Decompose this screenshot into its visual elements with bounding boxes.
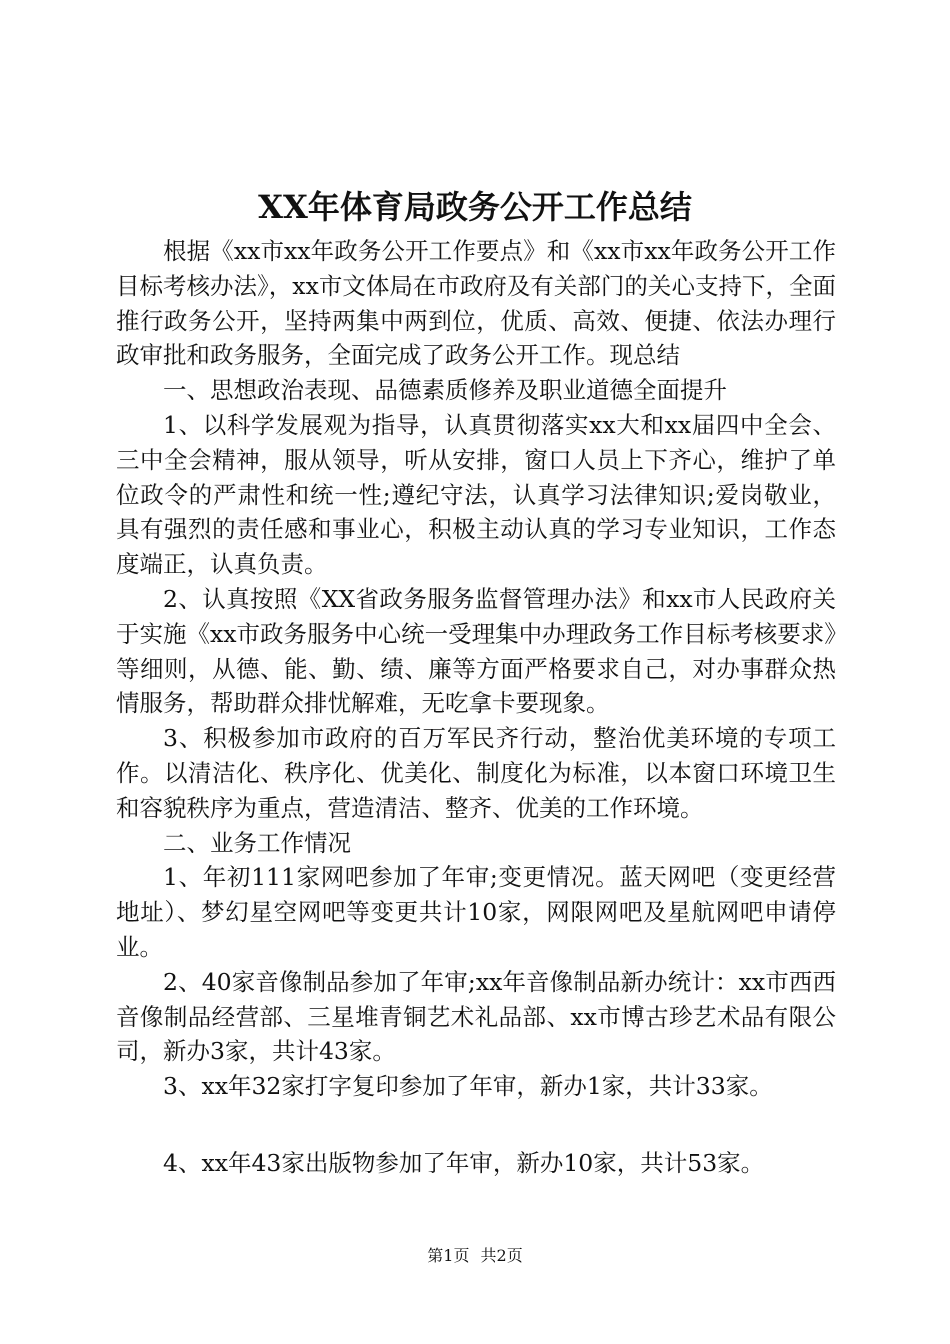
page-number-current: 第1页 (427, 1246, 470, 1265)
page-footer (0, 1244, 950, 1268)
document-title: XX年体育局政务公开工作总结 (258, 188, 692, 226)
paragraph-item: 1、以科学发展观为指导，认真贯彻落实xx大和xx届四中全会、三中全会精神，服从领导，听从安排，窗口人员上下齐心，维护了单位政令的严肃性和统一性;遵纪守法，认真学习法律知识;爱岗敬业，具有强烈的责任感和事业心，积极主动认真的学习专业知识，工作态度端正，认真负责。 (116, 410, 836, 579)
paragraph-intro: 根据《xx市xx年政务公开工作要点》和《xx市xx年政务公开工作目标考核办法》，xx市文体局在市政府及有关部门的关心支持下，全面推行政务公开，坚持两集中两到位，优质、高效、便捷、依法办理行政审批和政务服务，全面完成了政务公开工作。现总结 (116, 237, 836, 370)
paragraph-item: 2、认真按照《XX省政务服务监督管理办法》和xx市人民政府关于实施《xx市政务服务中心统一受理集中办理政务工作目标考核要求》等细则，从德、能、勤、绩、廉等方面严格要求自己，对办事群众热情服务，帮助群众排忧解难，无吃拿卡要现象。 (116, 584, 836, 718)
paragraph-item: 1、年初111家网吧参加了年审;变更情况。蓝天网吧（变更经营地址）、梦幻星空网吧等变更共计10家，网限网吧及星航网吧申请停业。 (116, 863, 836, 961)
section-heading-2: 二、业务工作情况 (163, 828, 351, 857)
paragraph-item: 2、40家音像制品参加了年审;xx年音像制品新办统计：xx市西西音像制品经营部、三星堆青铜艺术礼品部、xx市博古珍艺术品有限公司，新办3家，共计43家。 (116, 967, 836, 1066)
paragraph-item: 4、xx年43家出版物参加了年审，新办10家，共计53家。 (163, 1148, 765, 1177)
section-heading-1: 一、思想政治表现、品德素质修养及职业道德全面提升 (163, 376, 727, 405)
paragraph-item: 3、xx年32家打字复印参加了年审，新办1家，共计33家。 (163, 1072, 773, 1101)
page-number-total: 共2页 (480, 1246, 523, 1265)
paragraph-item: 3、积极参加市政府的百万军民齐行动，整治优美环境的专项工作。以清洁化、秩序化、优美化、制度化为标准，以本窗口环境卫生和容貌秩序为重点，营造清洁、整齐、优美的工作环境。 (116, 724, 836, 822)
document-body (116, 234, 836, 1181)
